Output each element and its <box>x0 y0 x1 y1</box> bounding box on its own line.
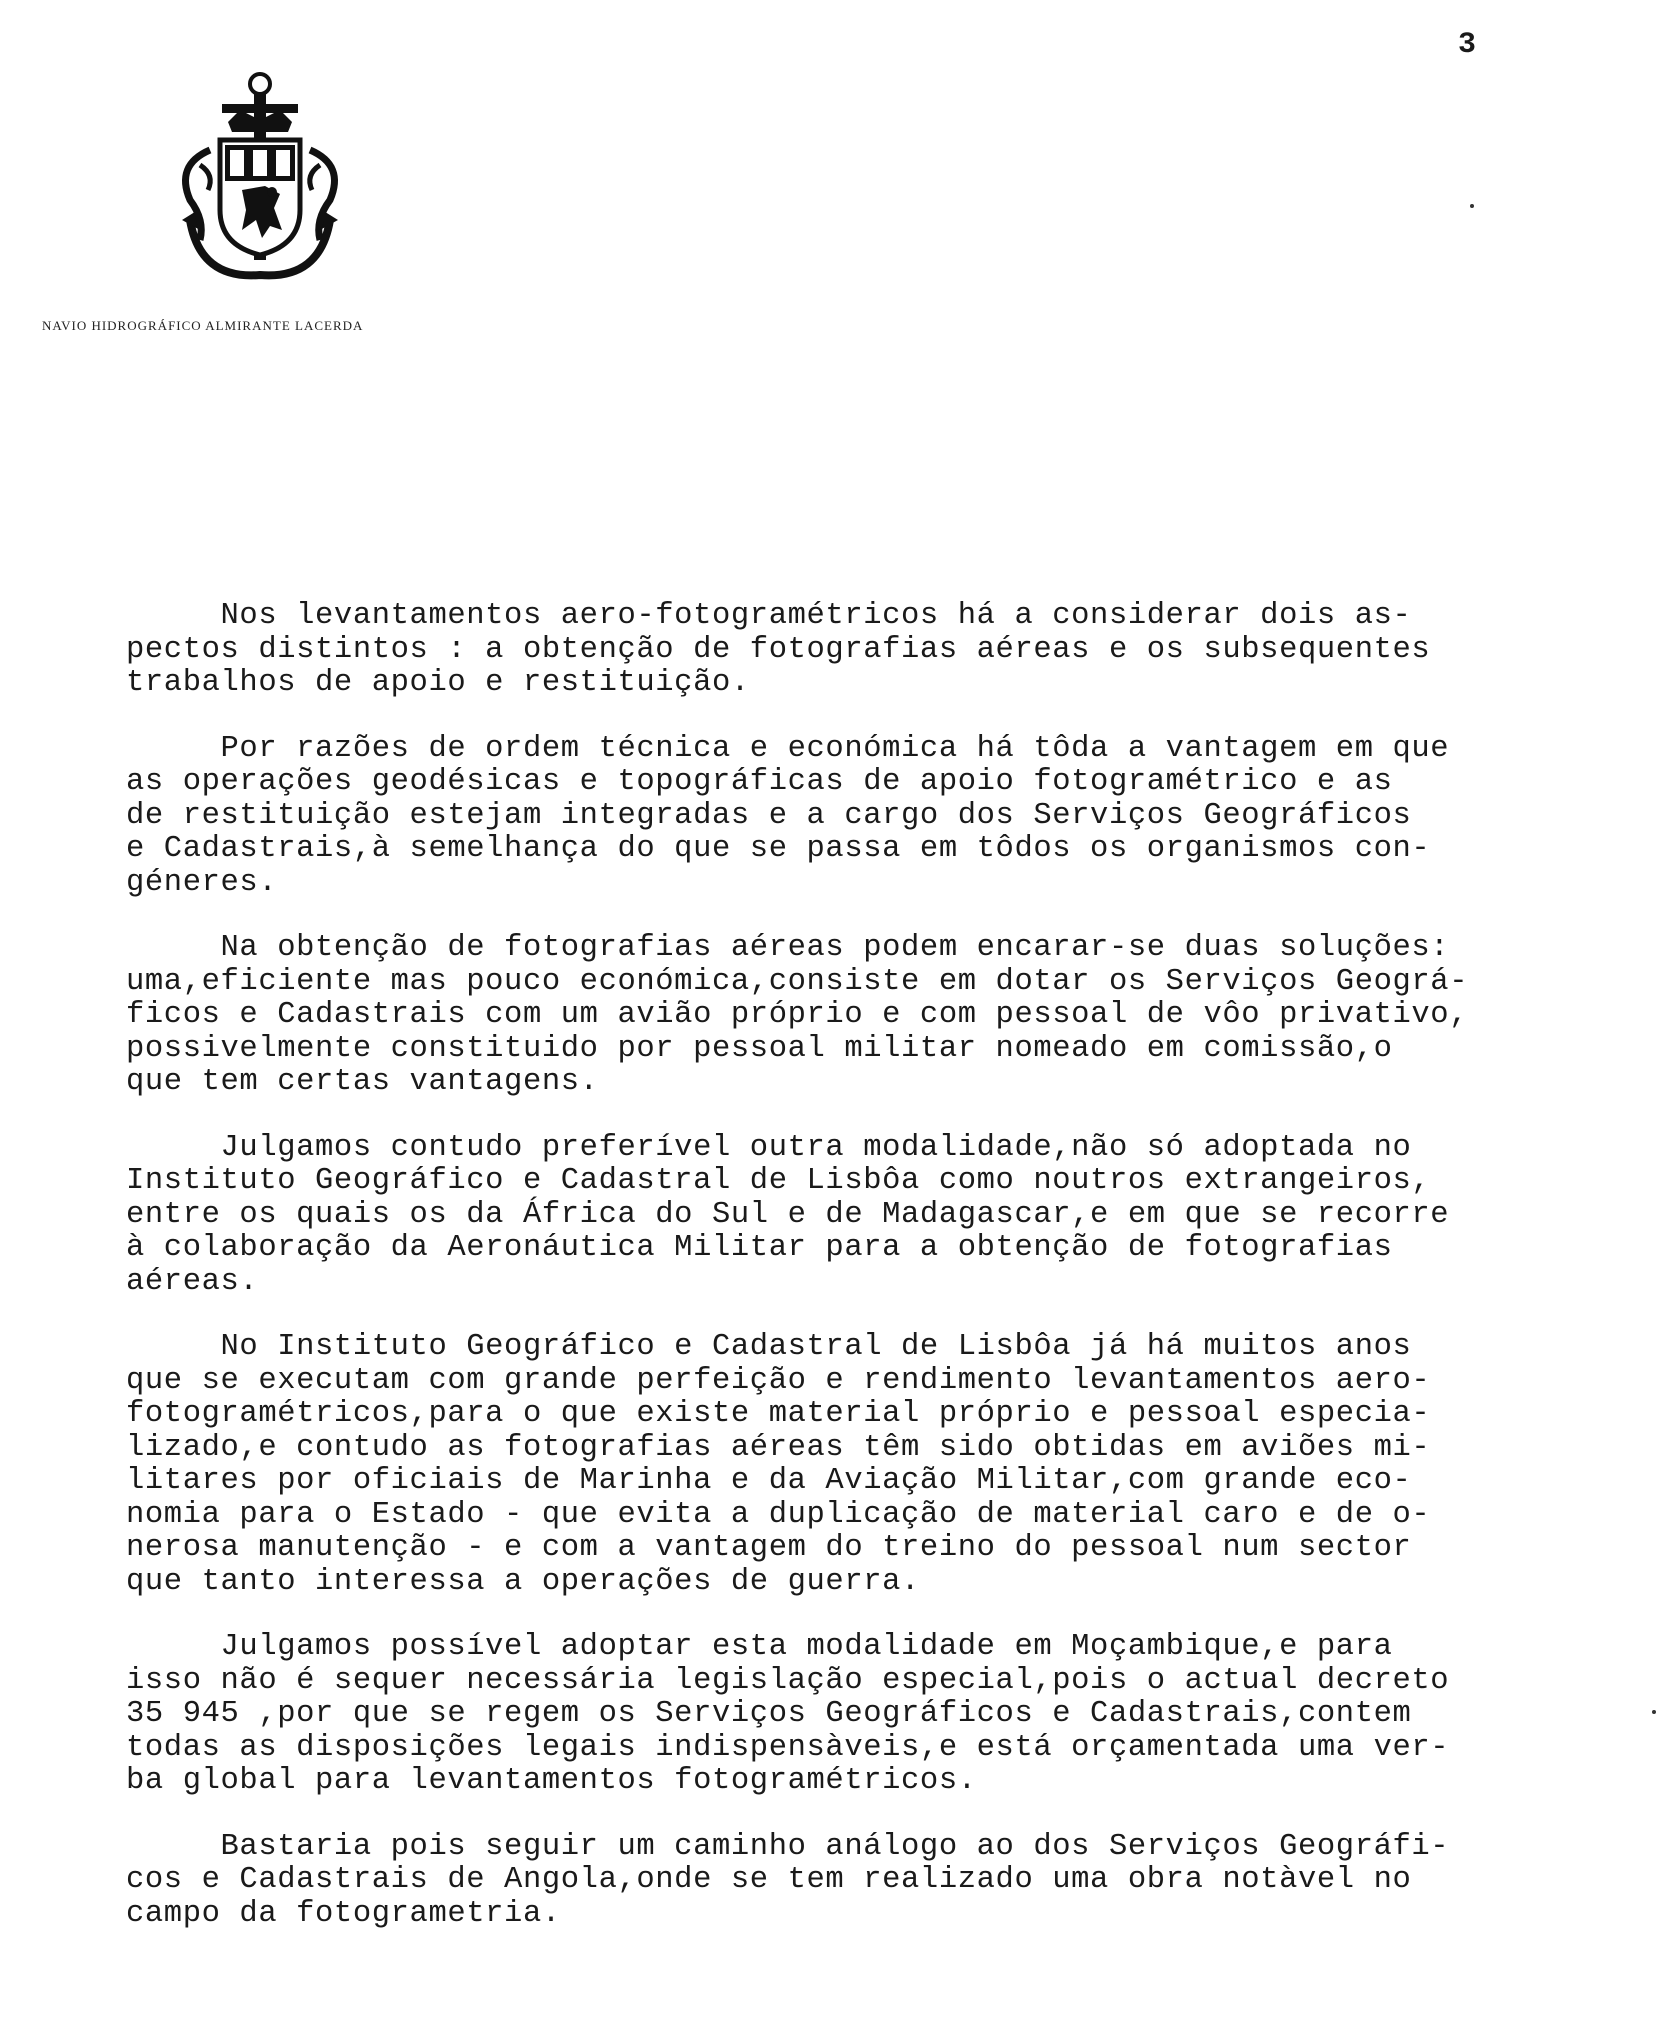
paragraph <box>126 932 1546 1100</box>
text-line: à colaboração da Aeronáutica Militar para a obtenção de fotografias <box>126 1231 1393 1265</box>
text-line: cos e Cadastrais de Angola,onde se tem realizado uma obra notàvel no <box>126 1863 1412 1897</box>
text-line: Julgamos possível adoptar esta modalidade em Moçambique,e para <box>126 1630 1393 1664</box>
paragraph <box>126 600 1546 701</box>
text-line: todas as disposições legais indispensàveis,e está orçamentada uma ver- <box>126 1730 1450 1765</box>
text-line: que tanto interessa a operações de guerra. <box>126 1564 920 1599</box>
text-line: géneres. <box>126 865 278 900</box>
text-line: possivelmente constituido por pessoal militar nomeado em comissão,o <box>126 1031 1393 1066</box>
coat-of-arms-logo <box>170 70 350 290</box>
text-line: aéreas. <box>126 1264 259 1299</box>
text-line: e Cadastrais,à semelhança do que se passa em tôdos os organismos con- <box>126 832 1431 866</box>
text-line: Bastaria pois seguir um caminho análogo ao dos Serviços Geográfi- <box>126 1829 1450 1864</box>
text-line: que se executam com grande perfeição e rendimento levantamentos aero- <box>126 1363 1431 1398</box>
anchor-ring-icon <box>250 74 270 94</box>
text-line: litares por oficiais de Marinha e da Aviação Militar,com grande eco- <box>126 1464 1412 1498</box>
text-line: as operações geodésicas e topográficas de apoio fotogramétrico e as <box>126 765 1393 799</box>
text-line: pectos distintos : a obtenção de fotografias aéreas e os subsequentes <box>126 632 1431 667</box>
text-line: ficos e Cadastrais com um avião próprio e com pessoal de vôo privativo, <box>126 998 1469 1032</box>
text-line: ba global para levantamentos fotogramétricos. <box>126 1764 977 1798</box>
text-line: nomia para o Estado - que evita a duplicação de material caro e de o- <box>126 1497 1431 1532</box>
paragraph <box>126 733 1546 901</box>
page-number: 3 <box>1458 28 1477 62</box>
text-line: 35 945 ,por que se regem os Serviços Geográficos e Cadastrais,contem <box>126 1697 1412 1731</box>
text-line: lizado,e contudo as fotografias aéreas têm sido obtidas em aviões mi- <box>126 1430 1431 1465</box>
text-line: trabalhos de apoio e restituição. <box>126 666 750 700</box>
scan-speck <box>1470 204 1474 208</box>
text-line: Na obtenção de fotografias aéreas podem encarar-se duas soluções: <box>126 931 1450 965</box>
paragraph <box>126 1631 1546 1799</box>
text-line: No Instituto Geográfico e Cadastral de Lisbôa já há muitos anos <box>126 1330 1412 1364</box>
text-line: campo da fotogrametria. <box>126 1896 561 1931</box>
text-line: Por razões de ordem técnica e económica há tôda a vantagem em que <box>126 731 1450 766</box>
letter-body <box>126 600 1546 1963</box>
paragraph <box>126 1132 1546 1300</box>
text-line: uma,eficiente mas pouco económica,consiste em dotar os Serviços Geográ- <box>126 964 1469 999</box>
scan-speck <box>1652 1710 1656 1714</box>
text-line: Instituto Geográfico e Cadastral de Lisbôa como noutros extrangeiros, <box>126 1164 1431 1198</box>
paragraph <box>126 1831 1546 1932</box>
ship-name: NAVIO HIDROGRÁFICO ALMIRANTE LACERDA <box>42 318 364 333</box>
text-line: isso não é sequer necessária legislação especial,pois o actual decreto <box>126 1663 1450 1698</box>
text-line: de restituição estejam integradas e a cargo dos Serviços Geográficos <box>126 798 1412 833</box>
text-line: entre os quais os da África do Sul e de Madagascar,e em que se recorre <box>126 1197 1450 1232</box>
text-line: nerosa manutenção - e com a vantagem do treino do pessoal num sector <box>126 1531 1412 1565</box>
text-line: Julgamos contudo preferível outra modalidade,não só adoptada no <box>126 1130 1412 1165</box>
text-line: Nos levantamentos aero-fotogramétricos há a considerar dois as- <box>126 599 1412 633</box>
paragraph <box>126 1331 1546 1599</box>
text-line: que tem certas vantagens. <box>126 1065 599 1099</box>
text-line: fotogramétricos,para o que existe material próprio e pessoal especia- <box>126 1397 1431 1431</box>
